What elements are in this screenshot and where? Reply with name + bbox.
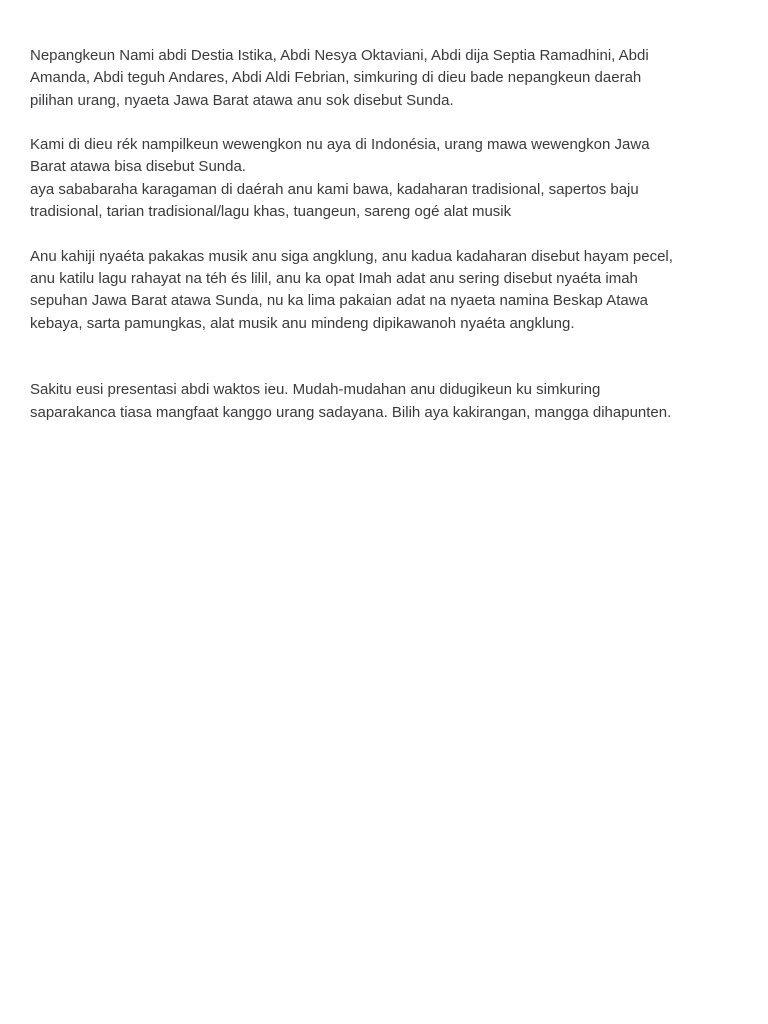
paragraph-spacer bbox=[30, 112, 738, 134]
text-line: Kami di dieu rék nampilkeun wewengkon nu aya di Indonésia, urang mawa wewengkon Jawa bbox=[30, 136, 650, 154]
text-line: Nepangkeun Nami abdi Destia Istika, Abdi Nesya Oktaviani, Abdi dija Septia Ramadhini, Abdi bbox=[30, 47, 649, 64]
text-line: kebaya, sarta pamungkas, alat musik anu mindeng dipikawanoh nyaéta angklung. bbox=[30, 314, 575, 332]
text-line: saparakanca tiasa mangfaat kanggo urang sadayana. Bilih aya kakirangan, mangga dihapunten. bbox=[30, 403, 672, 421]
text-line: anu katilu lagu rahayat na téh és lilil, anu ka opat Imah adat anu sering disebut nyaéta imah bbox=[30, 269, 638, 287]
text-line: Barat atawa bisa disebut Sunda. bbox=[30, 158, 246, 176]
text-line: pilihan urang, nyaeta Jawa Barat atawa anu sok disebut Sunda. bbox=[30, 91, 454, 109]
text-line: tradisional, tarian tradisional/lagu khas, tuangeun, sareng ogé alat musik bbox=[30, 203, 512, 221]
paragraph-region-overview bbox=[30, 134, 738, 223]
paragraph-introduction bbox=[30, 45, 738, 112]
paragraph-spacer bbox=[30, 335, 738, 380]
text-line: aya sababaraha karagaman di daérah anu kami bawa, kadaharan tradisional, sapertos baju bbox=[30, 180, 639, 198]
text-line: Amanda, Abdi teguh Andares, Abdi Aldi Febrian, simkuring di dieu bade nepangkeun daerah bbox=[30, 69, 642, 87]
text-line: sepuhan Jawa Barat atawa Sunda, nu ka lima pakaian adat na nyaeta namina Beskap Atawa bbox=[30, 292, 648, 310]
text-line: Sakitu eusi presentasi abdi waktos ieu. Mudah-mudahan anu didugikeun ku simkuring bbox=[30, 381, 601, 399]
paragraph-closing bbox=[30, 379, 738, 424]
paragraph-spacer bbox=[30, 223, 738, 245]
paragraph-cultural-items bbox=[30, 246, 738, 335]
text-line: Anu kahiji nyaéta pakakas musik anu siga angklung, anu kadua kadaharan disebut hayam pecel, bbox=[30, 247, 673, 265]
